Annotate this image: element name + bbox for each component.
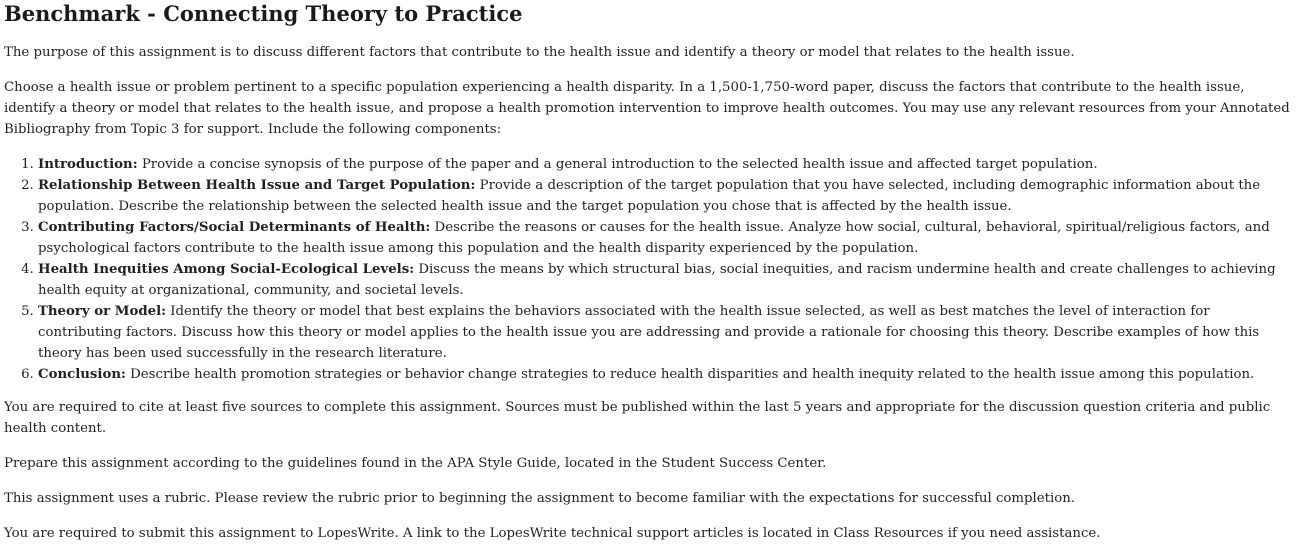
list-item [38, 217, 1296, 259]
list-item-text: Describe health promotion strategies or behavior change strategies to reduce health disparities and health inequity related to the health issue among this population. [125, 367, 1255, 382]
list-item [38, 301, 1296, 364]
list-item-heading: Health Inequities Among Social-Ecological Levels: [38, 262, 415, 277]
list-item [38, 364, 1296, 385]
list-item-heading: Theory or Model: [38, 304, 167, 319]
list-item-text: Identify the theory or model that best explains the behaviors associated with the health issue selected, as well as best matches the level of interaction for contributing factors. Discuss how this theory or model applies to the health issue you are addressing and provide a rationale for choosing this theory. Describe examples of how this theory has been used successfully in the research literature. [38, 304, 1260, 361]
list-item-text: Provide a description of the target population that you have selected, including demographic information about the population. Describe the relationship between the selected health issue and the target population you chose that is affected by the health issue. [38, 178, 1261, 214]
page-title: Benchmark - Connecting Theory to Practice [4, 1, 523, 26]
lopeswrite-paragraph: You are required to submit this assignment to LopesWrite. A link to the LopesWrite technical support articles is located in Class Resources if you need assistance. [4, 526, 1101, 541]
list-item [38, 175, 1296, 217]
list-item-text: Discuss the means by which structural bias, social inequities, and racism undermine health and create challenges to achieving health equity at organizational, community, and societal levels. [38, 262, 1276, 298]
sources-paragraph: You are required to cite at least five sources to complete this assignment. Sources must be published within the last 5 years and appropriate for the discussion question criteria and public health content. [4, 400, 1271, 436]
list-item-heading: Conclusion: [38, 367, 126, 382]
list-item [38, 259, 1296, 301]
instructions-paragraph: Choose a health issue or problem pertinent to a specific population experiencing a health disparity. In a 1,500-1,750-word paper, discuss the factors that contribute to the health issue, identify a theory or model that relates to the health issue, and propose a health promotion intervention to improve health outcomes. You may use any relevant resources from your Annotated Bibliography from Topic 3 for support. Include the following components: [4, 80, 1290, 137]
list-item-heading: Introduction: [38, 157, 138, 172]
apa-paragraph: Prepare this assignment according to the guidelines found in the APA Style Guide, located in the Student Success Center. [4, 456, 827, 471]
list-item-heading: Contributing Factors/Social Determinants of Health: [38, 220, 431, 235]
assignment-page [0, 2, 1300, 544]
list-item-heading: Relationship Between Health Issue and Target Population: [38, 178, 476, 193]
list-item-text: Provide a concise synopsis of the purpose of the paper and a general introduction to the selected health issue and affected target population. [137, 157, 1098, 172]
components-list [4, 154, 1296, 385]
list-item-text: Describe the reasons or causes for the health issue. Analyze how social, cultural, behavioral, spiritual/religious factors, and psychological factors contribute to the health issue among this population and the health disparity experienced by the population. [38, 220, 1270, 256]
list-item [38, 154, 1296, 175]
purpose-paragraph: The purpose of this assignment is to discuss different factors that contribute to the health issue and identify a theory or model that relates to the health issue. [4, 45, 1075, 60]
rubric-paragraph: This assignment uses a rubric. Please review the rubric prior to beginning the assignment to become familiar with the expectations for successful completion. [4, 491, 1076, 506]
